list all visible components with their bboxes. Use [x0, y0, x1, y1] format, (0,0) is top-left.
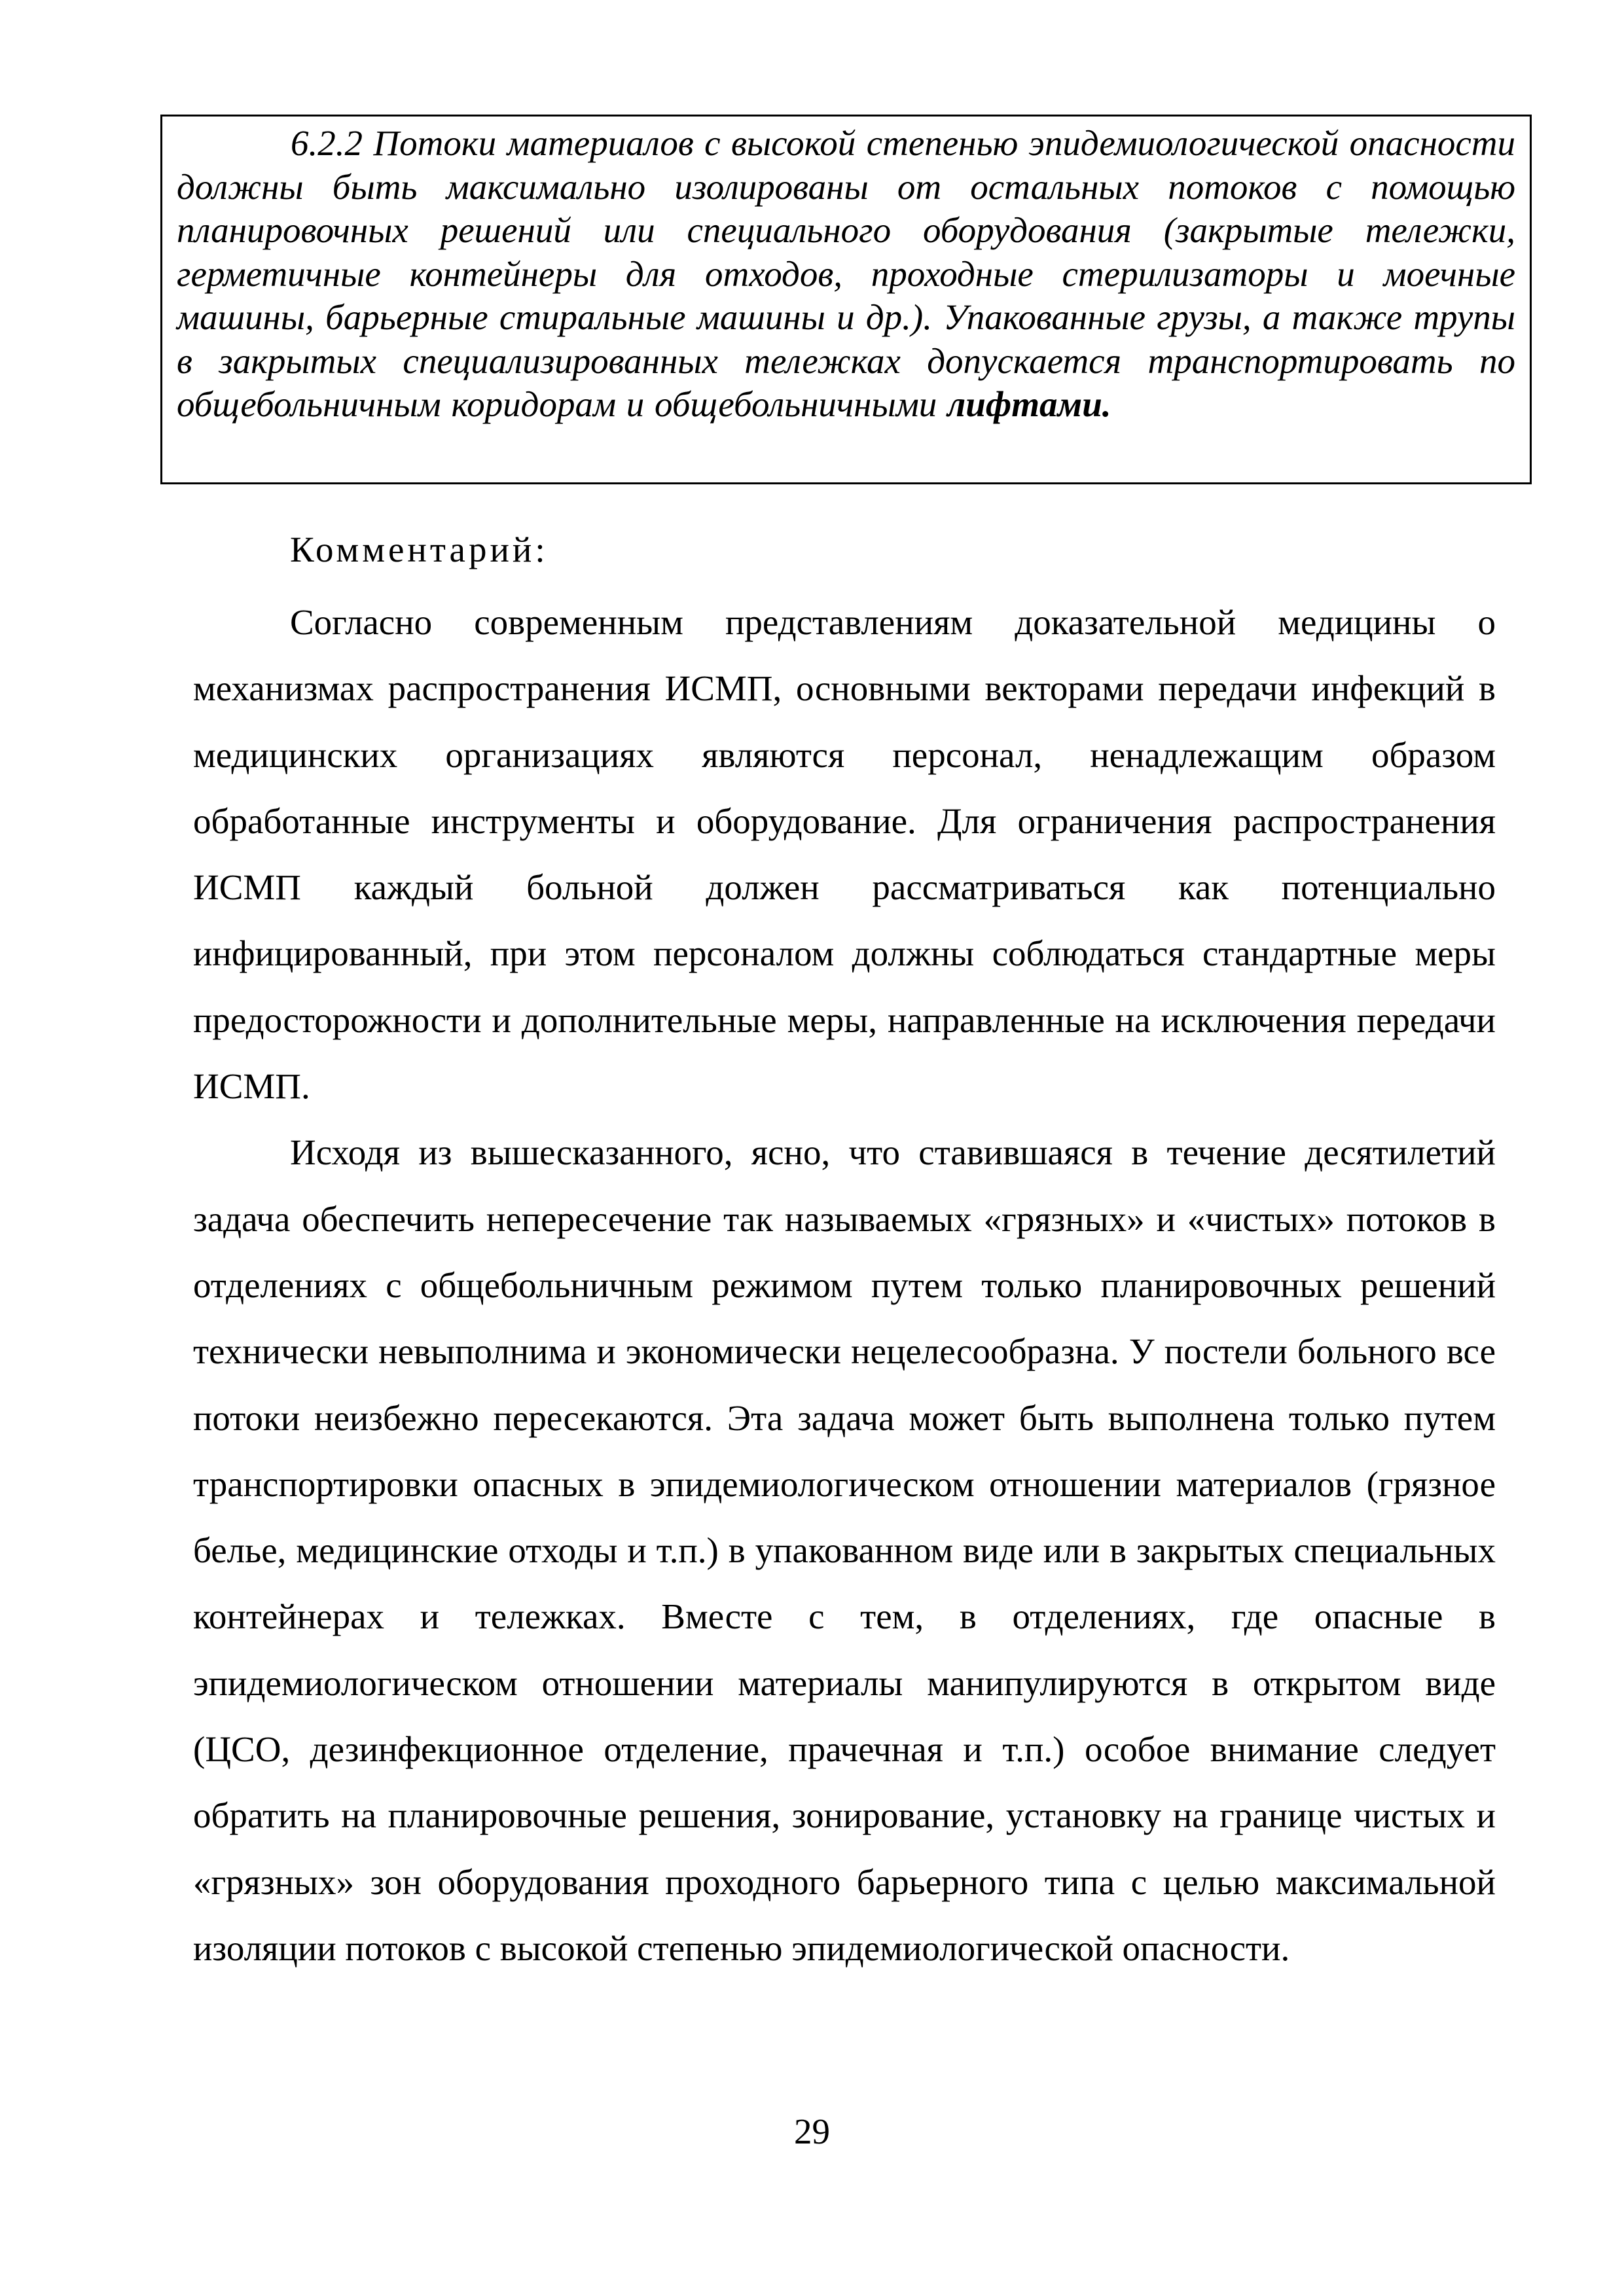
norm-clause-text — [177, 122, 1515, 427]
norm-clause-box — [160, 115, 1532, 484]
comment-paragraph-2: Исходя из вышесказанного, ясно, что ставившаяся в течение десятилетий задача обеспечить непересечение так называемых «грязных» и «чистых» потоков в отделениях с общебольничным режимом путем только планировочных решений технически невыполнима и экономически нецелесообразна. У постели больного все потоки неизбежно пересекаются. Эта задача может быть выполнена только путем транспортировки опасных в эпидемиологическом отношении материалов (грязное белье, медицинские отходы и т.п.) в упакованном виде или в закрытых специальных контейнерах и тележках. Вместе с тем, в отделениях, где опасные в эпидемиологическом отношении материалы манипулируются в открытом виде (ЦСО, дезинфекционное отделение, прачечная и т.п.) особое внимание следует обратить на планировочные решения, зонирование, установку на границе чистых и «грязных» зон оборудования проходного барьерного типа с целью максимальной изоляции потоков с высокой степенью эпидемиологической опасности. — [193, 1132, 1496, 1968]
page-number: 29 — [794, 2111, 830, 2151]
comment-body — [193, 589, 1496, 1981]
comment-paragraph-1: Согласно современным представлениям доказательной медицины о механизмах распространения ИСМП, основными векторами передачи инфекций в медицинских организациях являются персонал, ненадлежащим образом обработанные инструменты и оборудование. Для ограничения распространения ИСМП каждый больной должен рассматриваться как потенциально инфицированный, при этом персоналом должны соблюдаться стандартные меры предосторожности и дополнительные меры, направленные на исключения передачи ИСМП. — [193, 602, 1496, 1107]
comment-heading: Комментарий: — [290, 529, 549, 569]
norm-clause-body: 6.2.2 Потоки материалов с высокой степенью эпидемиологической опасности должны быть максимально изолированы от остальных потоков с помощью планировочных решений или специального оборудования (закрытые тележки, герметичные контейнеры для отходов, проходные стерилизаторы и моечные машины, барьерные стиральные машины и др.). Упакованные грузы, а также трупы в закрытых специализированных тележках допускается транспортировать по общебольничным коридорам и общебольничными — [177, 123, 1515, 424]
norm-clause-end: лифтами. — [947, 384, 1111, 424]
